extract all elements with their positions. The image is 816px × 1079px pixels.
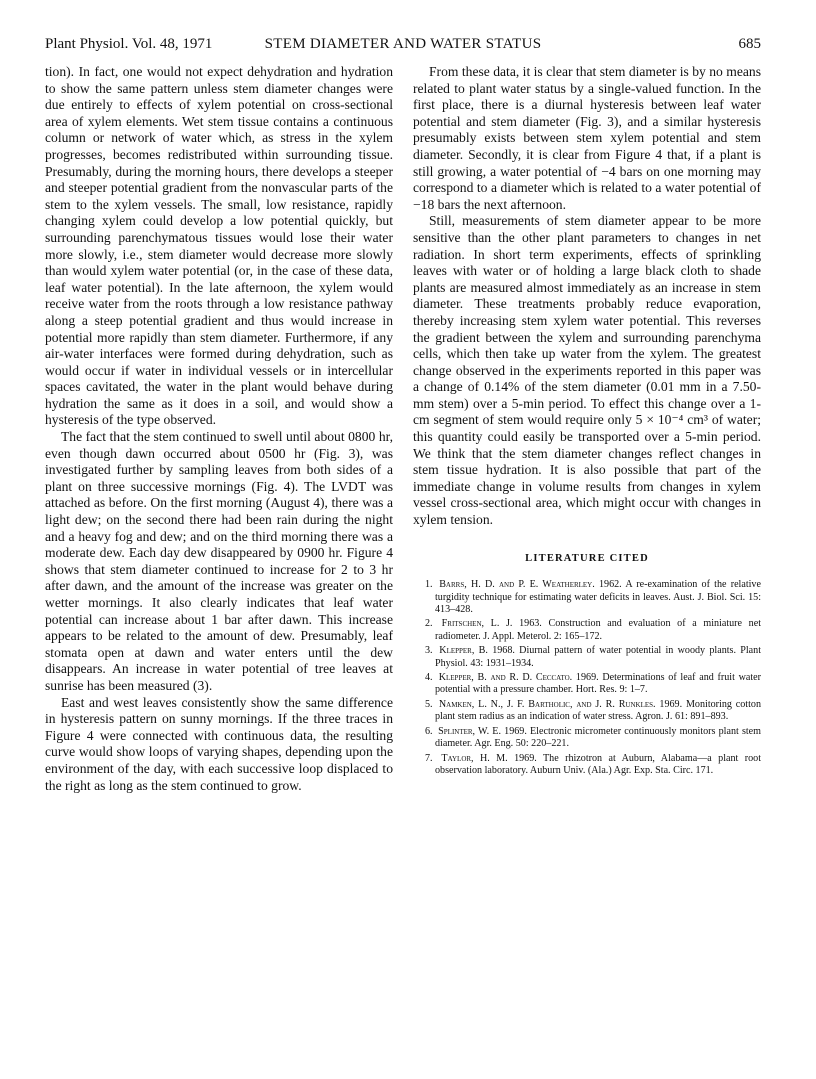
journal-citation: Plant Physiol. Vol. 48, 1971 <box>45 36 213 52</box>
paragraph: Still, measurements of stem diameter appear to be more sensitive than the other plant parameters to changes in net radiation. In short term experiments, effects of sprinkling leaves with water or of holding a large black cloth to shade plants are measured almost immediately as an increase in stem diameter. These treatments probably reduce evaporation, thereby increasing stem xylem water potential. This reverses the gradient between the xylem and surrounding parenchyma cells, which then take up water from the xylem. The greatest change observed in the experiments reported in this paper was a change of 0.14% of the stem diameter (0.01 mm in a 7.50-mm stem) over a 5-min period. To effect this change over a 1-cm segment of stem would require only 5 × 10⁻⁴ cm³ of water; this quantity could easily be transported over a 5-min period. We think that the stem diameter changes reflect changes in stem tissue hydration. It is also possible that part of the immediate change in volume results from changes in xylem vessel cross-sectional area, which might occur with changes in xylem tension. <box>413 213 761 528</box>
reference-authors: Fritschen, L. J. <box>441 618 513 630</box>
reference-number: 1. <box>425 579 433 591</box>
paragraph: From these data, it is clear that stem diameter is by no means related to plant water status by a single-valued function. In the first place, there is a diurnal hysteresis between leaf water potential and stem diameter (Fig. 3), and a similar hysteresis presumably exists between stem xylem potential and stem diameter. Secondly, it is clear from Figure 4 that, if a plant is still growing, a water potential of −4 bars on one morning may correspond to a diameter which is related to a water potential of −18 bars the next afternoon. <box>413 64 761 212</box>
reference-number: 7. <box>425 752 433 764</box>
running-title: STEM DIAMETER AND WATER STATUS <box>264 36 542 52</box>
reference-text: 1963. Construction and evaluation of a miniature net radiometer. J. Appl. Meterol. 2: 165–172. <box>435 618 761 642</box>
reference-authors: Taylor, H. M. <box>441 752 508 764</box>
reference-item <box>413 726 761 751</box>
reference-item <box>413 645 761 670</box>
reference-authors: Splinter, W. E. <box>438 725 501 737</box>
references-list <box>413 579 761 777</box>
paragraph: The fact that the stem continued to swell until about 0800 hr, even though dawn occurred about 0500 hr (Fig. 3), was investigated further by sampling leaves from both sides of a plant on three successive mornings (Fig. 4). The LVDT was attached as before. On the first morning (August 4), there was a light dew; on the second there had been rain during the night and a heavy fog and dew; and on the third morning there was a moderate dew. Each day dew disappeared by 0900 hr. Figure 4 shows that stem diameter continued to increase for 2 to 3 hr after dawn, and the amount of the increase was greater on the wetter mornings. It also clearly indicates that leaf water potential can increase about 1 bar after dawn. This increase appears to be related to the amount of dew. Presumably, leaf stomata open at dawn and water enters until the dew disappears. An increase in water potential of tree leaves at sunrise has been measured (3). <box>45 429 393 693</box>
reference-item <box>413 618 761 643</box>
reference-number: 3. <box>425 645 433 657</box>
paragraph: East and west leaves consistently show the same difference in hysteresis pattern on sunny mornings. If the three traces in Figure 4 were connected with continuous data, the resulting curve would show loops of varying shapes, depending upon the environment of the day, with each successive loop displaced to the right as long as the stem continued to grow. <box>45 694 393 793</box>
reference-number: 4. <box>425 672 433 684</box>
reference-number: 5. <box>425 698 433 710</box>
reference-text: 1969. Determinations of leaf and fruit water potential with a pressure chamber. Hort. Res. 9: 1–7. <box>435 672 762 696</box>
reference-text: 1968. Diurnal pattern of water potential in woody plants. Plant Physiol. 43: 1931–1934. <box>435 645 762 669</box>
reference-item <box>413 753 761 778</box>
reference-text: 1969. Monitoring cotton plant stem radius as an indication of water stress. Agron. J. 61: 891–893. <box>435 698 761 723</box>
page-number: 685 <box>738 36 761 52</box>
right-column <box>413 64 761 779</box>
reference-authors: Klepper, B. <box>439 645 488 657</box>
reference-text: 1969. The rhizotron at Auburn, Alabama—a plant root observation laboratory. Auburn Univ. (Ala.) Agr. Exp. Sta. Circ. 171. <box>435 752 762 776</box>
reference-item <box>413 699 761 724</box>
reference-text: 1962. A re-examination of the relative turgidity technique for estimating water deficits in leaves. Aust. J. Biol. Sci. 15: 413–428. <box>435 579 761 616</box>
reference-number: 2. <box>425 618 433 630</box>
left-column <box>45 64 393 794</box>
reference-authors: Klepper, B. and R. D. Ceccato. <box>438 672 573 684</box>
reference-authors: Barrs, H. D. and P. E. Weatherley. <box>439 579 595 591</box>
reference-item <box>413 579 761 616</box>
page-header <box>45 33 761 55</box>
reference-item <box>413 672 761 697</box>
references-heading: LITERATURE CITED <box>525 552 649 564</box>
reference-authors: Namken, L. N., J. F. Bartholic, and J. R. Runkles. <box>438 698 656 710</box>
reference-text: 1969. Electronic micrometer continuously monitors plant stem diameter. Agr. Eng. 50: 220–221. <box>435 725 762 750</box>
paragraph: tion). In fact, one would not expect dehydration and hydration to show the same pattern unless stem diameter changes were due entirely to effects of xylem potential on cross-sectional area of xylem elements. Wet stem tissue contains a continuous column or network of water which, as stress in the xylem progresses, becomes redistributed within surrounding tissue. Presumably, during the morning hours, there develops a steeper and steeper potential gradient from the nonvascular parts of the stem to the xylem vessels. The small, low resistance, rapidly changing xylem could develop a low potential quickly, but surrounding parenchymatous tissues would lose their water more slowly, i.e., stem diameter would decrease more slowly than would xylem water potential (or, in the case of these data, leaf water potential). In the late afternoon, the xylem would receive water from the roots through a low resistance pathway along a steep potential gradient and thus would increase in potential more rapidly than stem diameter. Furthermore, if any air-water interfaces were formed during dehydration, such as would occur if water in individual vessels or in intercellular spaces cavitated, the water in the plant would behave during hydration the same as it does in a soil, and would show a hysteresis of the type observed. <box>45 64 393 428</box>
reference-number: 6. <box>425 725 433 737</box>
